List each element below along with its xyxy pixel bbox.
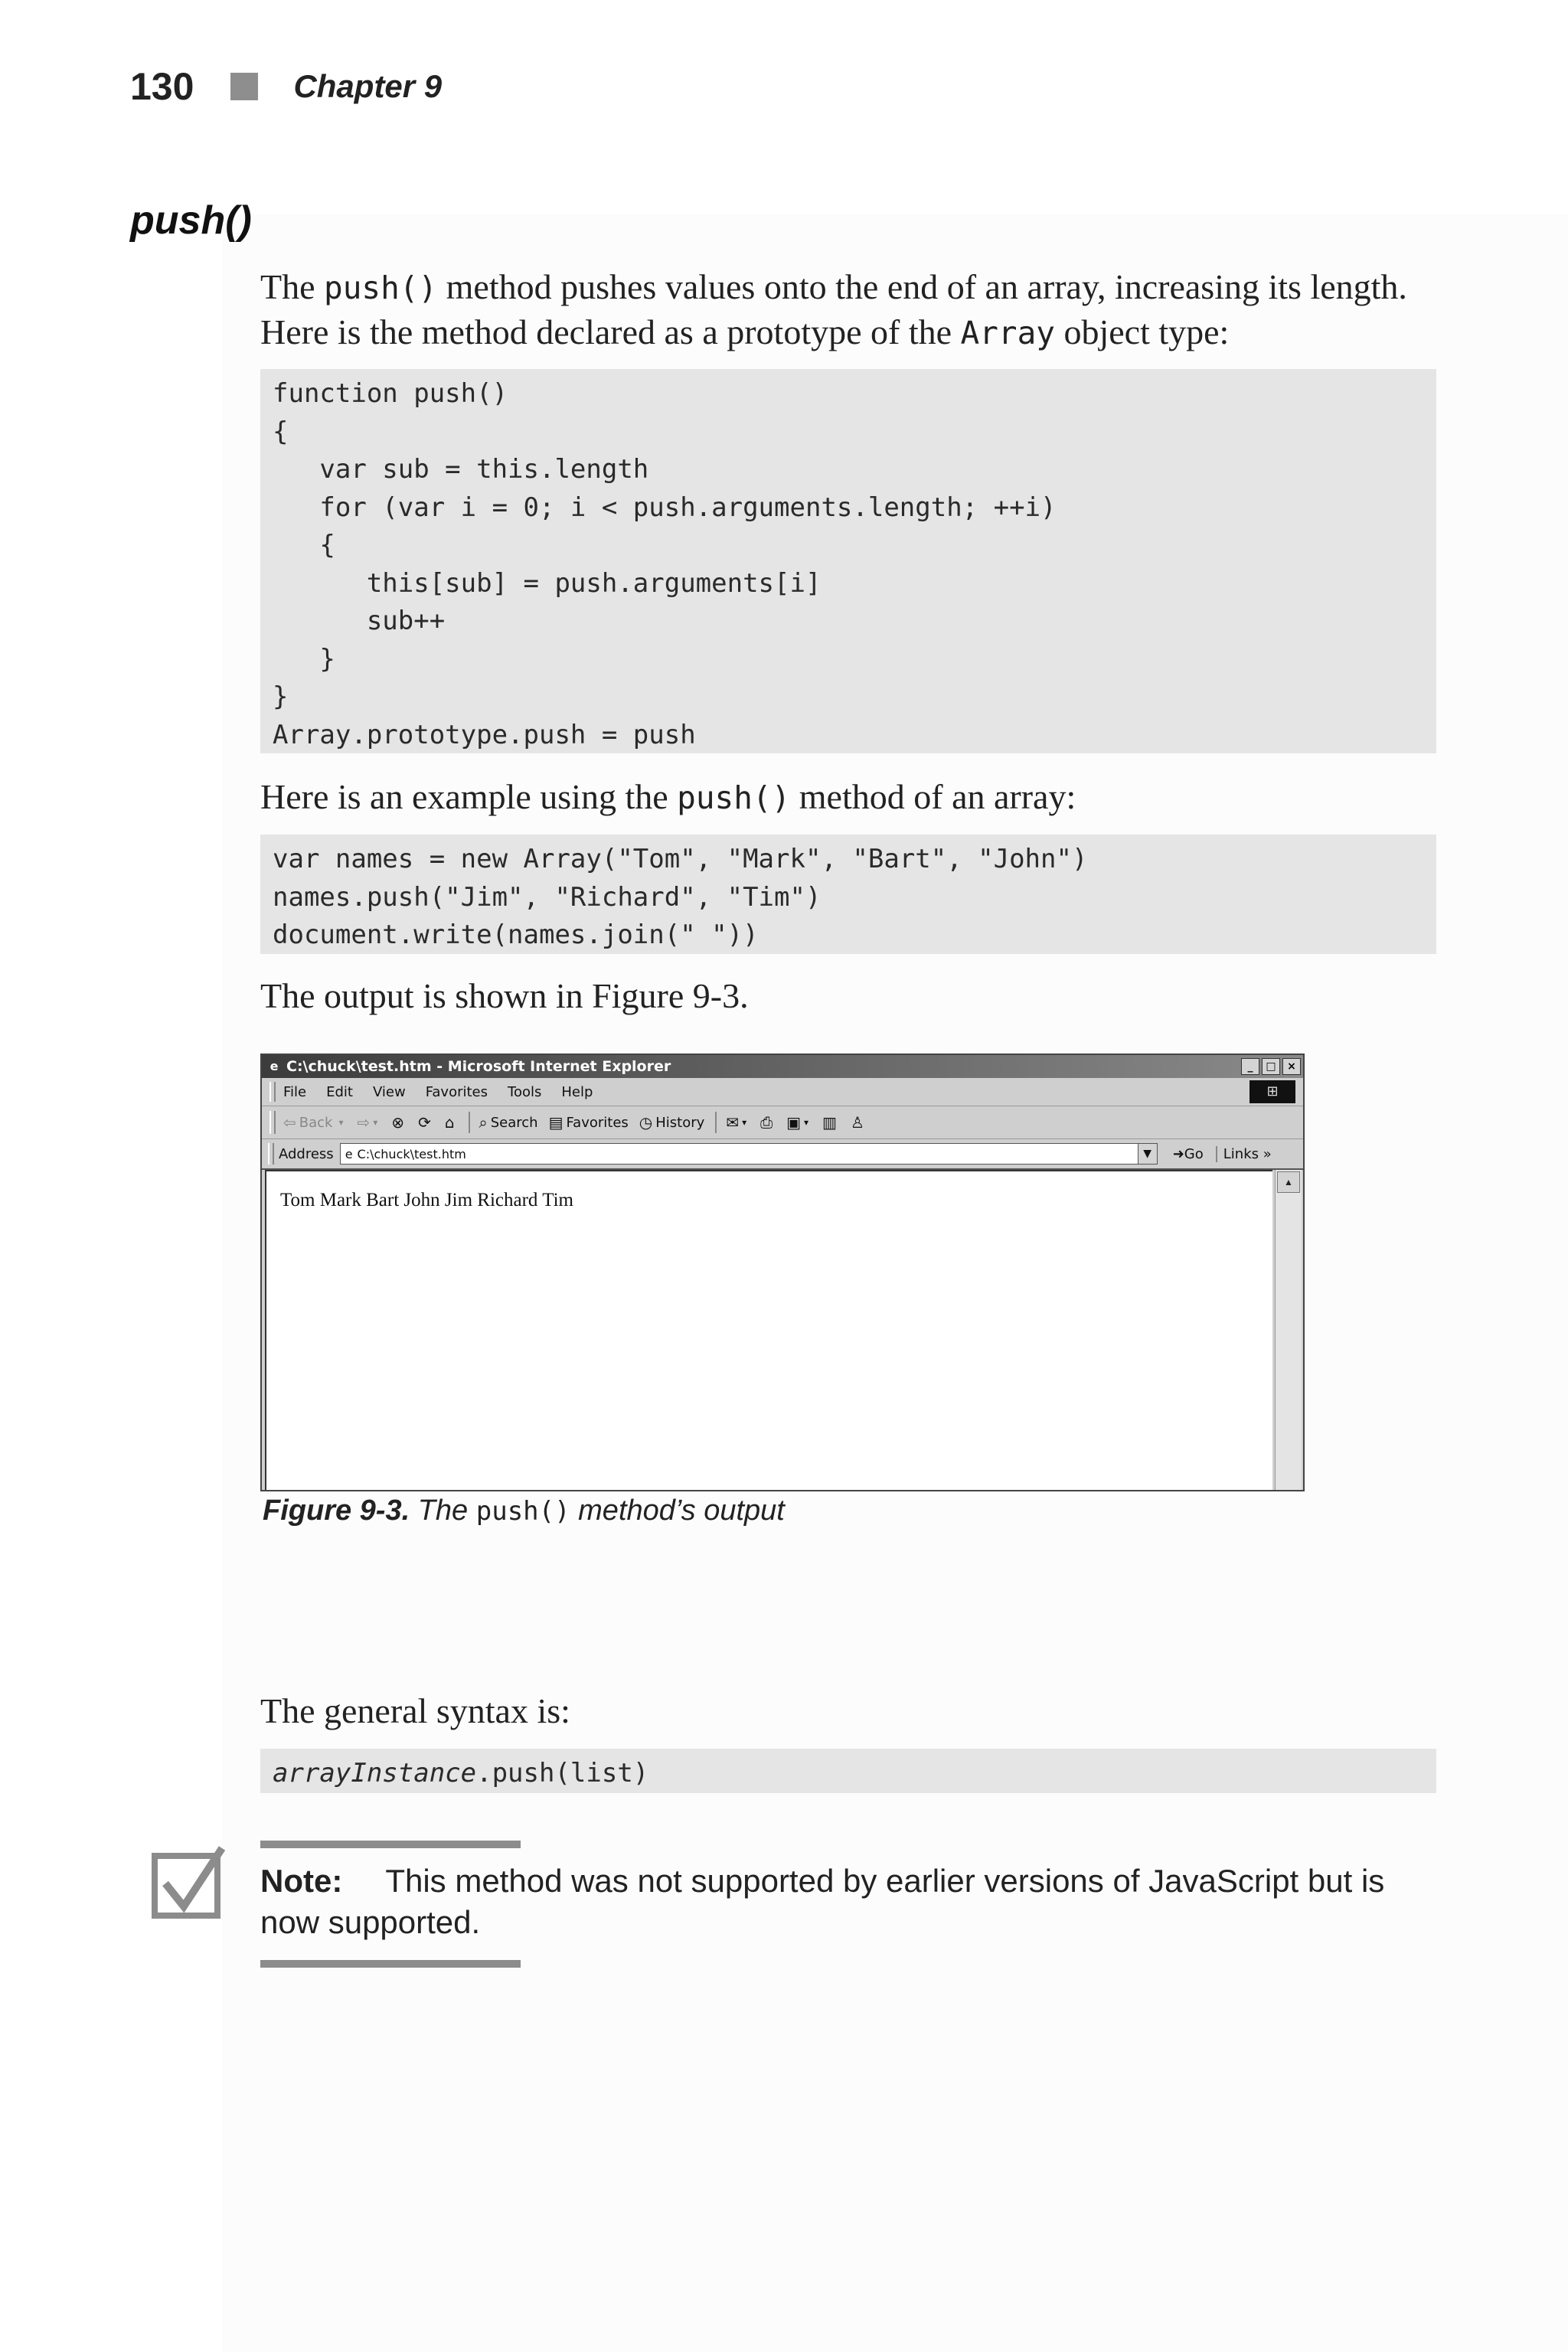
code-block-function [260, 369, 1436, 753]
addressbar-grip [268, 1143, 274, 1165]
maximize-icon[interactable]: □ [1262, 1058, 1280, 1075]
menu-help[interactable]: Help [561, 1083, 593, 1100]
code-line: } [273, 643, 335, 675]
syntax-intro: The general syntax is: [260, 1691, 570, 1730]
discuss-icon: ▥ [822, 1113, 837, 1132]
code-line: { [273, 530, 335, 560]
caption-text-1: The [410, 1494, 476, 1527]
mail-button[interactable] [726, 1113, 750, 1132]
stop-icon: ⊗ [391, 1113, 405, 1132]
discuss-button[interactable] [822, 1113, 840, 1132]
code-block-example [260, 835, 1436, 954]
page-icon: e [345, 1146, 353, 1161]
history-label: History [655, 1114, 705, 1131]
header-square-icon [230, 73, 258, 100]
vertical-scrollbar[interactable] [1275, 1170, 1302, 1490]
example-paragraph [260, 775, 1439, 820]
syntax-italic: arrayInstance [273, 1758, 477, 1788]
go-button[interactable] [1173, 1146, 1204, 1162]
back-button[interactable] [283, 1113, 347, 1132]
intro-text-3: object type: [1054, 312, 1230, 351]
section-title: push() [130, 198, 252, 243]
caption-text-2: method’s output [570, 1494, 785, 1527]
forward-button[interactable] [358, 1113, 381, 1132]
menu-edit[interactable]: Edit [326, 1083, 353, 1100]
note-body: This method was not supported by earlier versions of JavaScript but is now supported. [260, 1863, 1385, 1940]
code-line: { [273, 416, 289, 447]
intro-code-array: Array [960, 315, 1055, 351]
menu-view[interactable]: View [372, 1083, 406, 1100]
chapter-label: Chapter 9 [293, 68, 443, 104]
go-label: Go [1184, 1145, 1204, 1162]
messenger-icon: ♙ [850, 1113, 864, 1132]
forward-arrow-icon: ⇨ [357, 1113, 371, 1132]
menu-tools[interactable]: Tools [508, 1083, 542, 1100]
syntax-code-block [260, 1749, 1436, 1793]
go-arrow-icon: ➜ [1172, 1145, 1184, 1162]
window-title: C:\chuck\test.htm - Microsoft Internet Explorer [286, 1058, 671, 1075]
window-titlebar [262, 1055, 1303, 1078]
home-icon: ⌂ [444, 1113, 455, 1132]
output-paragraph: The output is shown in Figure 9-3. [260, 976, 749, 1015]
page-output-text: Tom Mark Bart John Jim Richard Tim [280, 1190, 573, 1210]
figure-number: Figure 9-3. [263, 1494, 410, 1527]
code-line: for (var i = 0; i < push.arguments.length; ++i) [273, 492, 1057, 523]
browser-viewport [265, 1170, 1272, 1490]
search-icon: ⌕ [479, 1113, 488, 1132]
back-label: Back [299, 1114, 333, 1131]
address-input[interactable] [340, 1143, 1158, 1165]
note-label: Note: [260, 1863, 343, 1899]
address-label: Address [279, 1145, 334, 1162]
back-arrow-icon: ⇦ [283, 1113, 296, 1132]
print-icon: ⎙ [760, 1113, 773, 1132]
toolbar-grip [270, 1111, 276, 1134]
favorites-folder-icon: ▤ [548, 1113, 564, 1132]
intro-text-2: method pushes values onto the end of an array, increasing its length. Here is the method declared as a prototype of the [260, 267, 1407, 351]
history-icon: ◷ [639, 1113, 653, 1132]
scroll-up-icon[interactable]: ▲ [1277, 1171, 1300, 1193]
chevron-right-icon: » [1263, 1145, 1272, 1162]
stop-button[interactable] [391, 1113, 407, 1132]
favorites-label: Favorites [566, 1114, 629, 1131]
note-rule-top [260, 1841, 521, 1848]
edit-icon: ▣ [786, 1113, 801, 1132]
edit-button[interactable] [786, 1113, 812, 1132]
favorites-button[interactable] [549, 1113, 629, 1132]
syntax-rest: .push(list) [476, 1758, 649, 1788]
print-button[interactable] [760, 1113, 776, 1132]
intro-text-1: The [260, 267, 325, 306]
refresh-button[interactable] [418, 1113, 434, 1132]
minimize-icon[interactable]: _ [1241, 1058, 1259, 1075]
address-bar [262, 1139, 1303, 1170]
code-line: var sub = this.length [273, 454, 649, 485]
links-label: Links [1223, 1145, 1259, 1162]
figure-caption [263, 1494, 785, 1527]
example-text-2: method of an array: [790, 777, 1076, 816]
menubar-grip [270, 1082, 276, 1102]
intro-code-push: push() [324, 270, 438, 306]
toolbar-separator [715, 1112, 717, 1133]
history-button[interactable] [639, 1113, 705, 1132]
links-button[interactable] [1216, 1146, 1272, 1162]
menu-favorites[interactable]: Favorites [425, 1083, 488, 1100]
refresh-icon: ⟳ [418, 1113, 431, 1132]
page-number: 130 [130, 65, 194, 108]
code-line [273, 1755, 1436, 1793]
windows-logo-icon: ⊞ [1250, 1080, 1295, 1103]
home-button[interactable] [445, 1113, 458, 1132]
code-line: function push() [273, 378, 508, 409]
code-line: names.push("Jim", "Richard", "Tim") [273, 881, 822, 913]
messenger-button[interactable] [851, 1113, 867, 1132]
caption-code: push() [475, 1496, 570, 1527]
address-dropdown-icon[interactable]: ▼ [1138, 1144, 1157, 1164]
menu-bar [262, 1078, 1303, 1106]
toolbar-separator [469, 1112, 470, 1133]
intro-paragraph [260, 265, 1439, 355]
code-line: var names = new Array("Tom", "Mark", "Bart", "John") [273, 844, 1088, 874]
checkmark-icon [152, 1845, 225, 1919]
search-label: Search [490, 1114, 538, 1131]
dropdown-arrow-icon: ▾ [742, 1117, 747, 1128]
search-button[interactable] [479, 1113, 538, 1132]
note-rule-bottom [260, 1960, 521, 1968]
address-value: C:\chuck\test.htm [357, 1146, 466, 1161]
example-code-push: push() [677, 779, 791, 816]
close-icon[interactable]: × [1282, 1058, 1301, 1075]
dropdown-arrow-icon: ▾ [804, 1117, 809, 1128]
ie-icon: e [270, 1059, 279, 1073]
note-text [260, 1860, 1439, 1943]
standard-toolbar [262, 1106, 1303, 1139]
code-line: this[sub] = push.arguments[i] [273, 567, 822, 599]
page-header [130, 64, 442, 109]
dropdown-arrow-icon: ▾ [338, 1117, 344, 1128]
example-text-1: Here is an example using the [260, 777, 678, 816]
dropdown-arrow-icon: ▾ [373, 1117, 378, 1128]
code-line: Array.prototype.push = push [273, 719, 696, 750]
browser-screenshot-figure [260, 1054, 1305, 1491]
menu-file[interactable]: File [283, 1083, 307, 1100]
code-line: } [273, 681, 289, 712]
code-line: sub++ [273, 606, 446, 636]
mail-icon: ✉ [726, 1113, 740, 1132]
code-line: document.write(names.join(" ")) [273, 920, 759, 950]
